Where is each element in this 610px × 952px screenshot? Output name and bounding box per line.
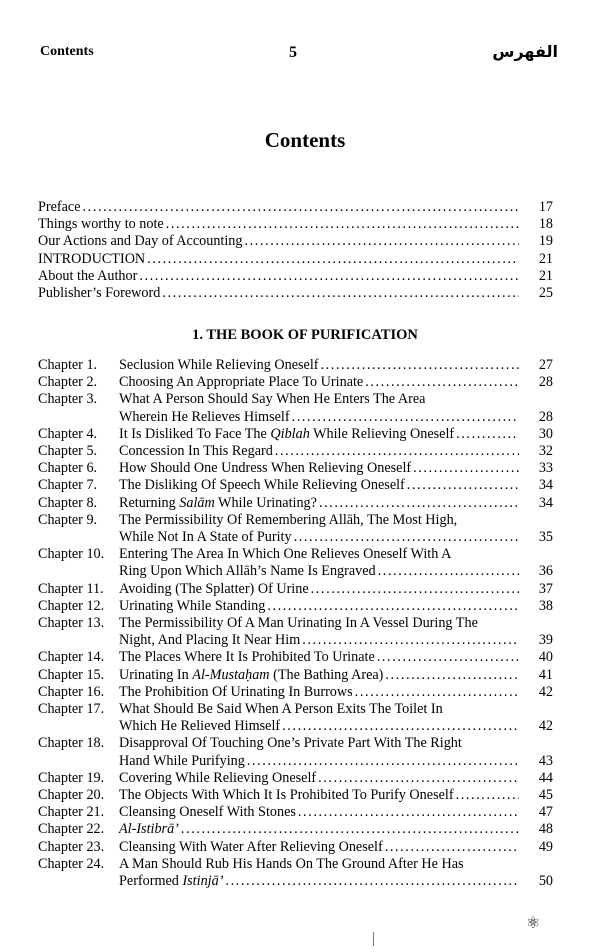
chapter-label: Chapter 9. [38, 511, 98, 528]
chapter-title-line: What Should Be Said When A Person Exits The Toilet In [119, 701, 443, 718]
chapter-entry[interactable] [38, 460, 553, 477]
dot-leader [365, 374, 519, 391]
scan-mark [373, 932, 374, 946]
dot-leader [319, 495, 519, 512]
toc-entry[interactable] [38, 268, 553, 285]
chapter-page: 34 [538, 477, 553, 494]
running-header-left: Contents [40, 44, 94, 59]
chapter-label: Chapter 16. [38, 683, 105, 700]
toc-entry-title: Our Actions and Day of Accounting [38, 233, 243, 250]
chapter-label: Chapter 13. [38, 615, 105, 632]
chapter-label: Chapter 12. [38, 597, 105, 614]
dot-leader [407, 477, 519, 494]
chapter-title-line: The Disliking Of Speech While Relieving Oneself [119, 477, 405, 494]
chapter-list [38, 357, 553, 890]
chapter-page: 47 [538, 804, 553, 821]
chapter-page: 49 [538, 838, 553, 855]
toc-entry-page: 18 [538, 216, 553, 233]
dot-leader [282, 718, 519, 735]
page-title: Contents [264, 128, 346, 152]
chapter-label: Chapter 24. [38, 855, 105, 872]
dot-leader [298, 804, 519, 821]
chapter-label: Chapter 17. [38, 701, 105, 718]
chapter-title-line: The Permissibility Of Remembering Allāh, The Most High, [119, 511, 458, 528]
chapter-title-line: The Permissibility Of A Man Urinating In A Vessel During The [119, 615, 478, 632]
toc-entry[interactable] [38, 233, 553, 250]
chapter-title-line: Entering The Area In Which One Relieves Oneself With A [119, 546, 452, 563]
chapter-entry[interactable] [38, 649, 553, 666]
chapter-entry[interactable] [38, 477, 553, 494]
toc-entry[interactable] [38, 199, 553, 216]
chapter-entry[interactable] [38, 598, 553, 615]
chapter-page: 36 [538, 563, 553, 580]
chapter-page: 37 [538, 580, 553, 597]
dot-leader [225, 873, 519, 890]
chapter-page: 50 [538, 873, 553, 890]
chapter-title-line: Disapproval Of Touching One’s Private Part With The Right [119, 735, 462, 752]
chapter-title-line: Cleansing Oneself With Stones [119, 804, 296, 821]
dot-leader [181, 821, 519, 838]
chapter-page: 32 [538, 443, 553, 460]
dot-leader [166, 216, 519, 233]
chapter-label: Chapter 4. [38, 425, 98, 442]
dot-leader [321, 357, 519, 374]
chapter-label: Chapter 8. [38, 494, 98, 511]
dot-leader [267, 598, 519, 615]
chapter-label: Chapter 19. [38, 769, 105, 786]
chapter-entry[interactable] [38, 443, 553, 460]
toc-entry-title: About the Author [38, 267, 138, 284]
chapter-title-line: Night, And Placing It Near Him [119, 632, 301, 649]
chapter-title-line: Hand While Purifying [119, 752, 245, 769]
chapter-label: Chapter 20. [38, 787, 105, 804]
page-number: 5 [289, 44, 297, 61]
chapter-page: 44 [538, 769, 553, 786]
chapter-title-line: The Objects With Which It Is Prohibited To Purify Oneself [119, 787, 454, 804]
chapter-page: 33 [538, 460, 553, 477]
chapter-title-line: Returning Salām While Urinating? [119, 494, 317, 511]
toc-entry-title: Preface [38, 199, 81, 215]
dot-leader [292, 409, 519, 426]
dot-leader [385, 839, 519, 856]
chapter-label: Chapter 5. [38, 443, 98, 460]
chapter-label: Chapter 11. [38, 580, 104, 597]
chapter-title-line: Which He Relieved Himself [119, 718, 281, 735]
toc-entry[interactable] [38, 251, 553, 268]
chapter-entry[interactable] [38, 546, 553, 580]
toc-entry-title: Publisher’s Foreword [38, 285, 161, 302]
chapter-entry[interactable] [38, 856, 553, 890]
toc-entry-page: 19 [538, 233, 553, 250]
chapter-label: Chapter 1. [38, 357, 98, 373]
toc-entry[interactable] [38, 216, 553, 233]
dot-leader [318, 770, 519, 787]
chapter-page: 35 [538, 529, 553, 546]
section-heading: 1. THE BOOK OF PURIFICATION [192, 327, 418, 343]
chapter-entry[interactable] [38, 770, 553, 787]
chapter-title-line: Choosing An Appropriate Place To Urinate [119, 374, 364, 391]
chapter-title-line: Ring Upon Which Allāh’s Name Is Engraved [119, 563, 376, 580]
dot-leader [413, 460, 519, 477]
chapter-entry[interactable] [38, 667, 553, 684]
chapter-page: 28 [538, 408, 553, 425]
chapter-label: Chapter 10. [38, 546, 105, 563]
chapter-page: 28 [538, 374, 553, 391]
chapter-title-line: Concession In This Regard [119, 443, 273, 460]
chapter-title-line: Al-Istibrā’ [119, 821, 179, 838]
chapter-entry[interactable] [38, 512, 553, 546]
toc-entry[interactable] [38, 285, 553, 302]
chapter-entry[interactable] [38, 615, 553, 649]
chapter-page: 27 [538, 357, 553, 373]
chapter-label: Chapter 23. [38, 838, 105, 855]
dot-leader [311, 581, 519, 598]
chapter-title-line: How Should One Undress When Relieving Oneself [119, 460, 412, 477]
chapter-entry[interactable] [38, 821, 553, 838]
chapter-page: 43 [538, 752, 553, 769]
chapter-title-line: Urinating While Standing [119, 597, 266, 614]
dot-leader [355, 684, 519, 701]
chapter-page: 42 [538, 718, 553, 735]
dot-leader [83, 199, 519, 216]
chapter-title-line: Urinating In Al-Mustaḥam (The Bathing Area) [119, 666, 384, 683]
chapter-entry[interactable] [38, 391, 553, 425]
chapter-entry[interactable] [38, 804, 553, 821]
dot-leader [162, 285, 519, 302]
chapter-page: 40 [538, 649, 553, 666]
chapter-title-line: It Is Disliked To Face The Qiblah While Relieving Oneself [119, 425, 455, 442]
chapter-title-line: While Not In A State of Purity [119, 529, 292, 546]
dot-leader [139, 268, 519, 285]
chapter-title-line: Covering While Relieving Oneself [119, 769, 317, 786]
toc-entry-page: 21 [538, 267, 553, 284]
chapter-label: Chapter 18. [38, 735, 105, 752]
chapter-entry[interactable] [38, 839, 553, 856]
dot-leader [275, 443, 519, 460]
chapter-page: 30 [538, 425, 553, 442]
toc-entry-page: 25 [538, 285, 553, 302]
dot-leader [245, 233, 520, 250]
dot-leader [456, 426, 519, 443]
chapter-entry[interactable] [38, 701, 553, 735]
dot-leader [378, 563, 519, 580]
chapter-label: Chapter 15. [38, 666, 105, 683]
chapter-label: Chapter 6. [38, 460, 98, 477]
chapter-title-line: The Places Where It Is Prohibited To Urinate [119, 649, 375, 666]
chapter-page: 45 [538, 787, 553, 804]
chapter-label: Chapter 7. [38, 477, 98, 494]
chapter-page: 48 [538, 821, 553, 838]
chapter-title-line: A Man Should Rub His Hands On The Ground After He Has [119, 855, 464, 872]
chapter-entry[interactable] [38, 374, 553, 391]
chapter-label: Chapter 21. [38, 804, 105, 821]
dot-leader [247, 753, 519, 770]
toc-entry-title: INTRODUCTION [38, 250, 146, 267]
chapter-title-line: The Prohibition Of Urinating In Burrows [119, 683, 353, 700]
chapter-label: Chapter 2. [38, 374, 98, 391]
dot-leader [302, 632, 519, 649]
chapter-label: Chapter 3. [38, 391, 98, 408]
dot-leader [385, 667, 519, 684]
toc-entry-title: Things worthy to note [38, 216, 164, 233]
chapter-entry[interactable] [38, 495, 553, 512]
dot-leader [294, 529, 519, 546]
running-header-arabic: الفهرس [492, 42, 558, 61]
chapter-page: 42 [538, 683, 553, 700]
dot-leader [456, 787, 519, 804]
chapter-title-line: Performed Istinjā’ [119, 873, 224, 890]
toc-entry-page: 17 [538, 199, 553, 215]
chapter-title-line: Avoiding (The Splatter) Of Urine [119, 580, 309, 597]
chapter-page: 39 [538, 632, 553, 649]
toc-entry-page: 21 [538, 250, 553, 267]
chapter-page: 38 [538, 597, 553, 614]
chapter-label: Chapter 14. [38, 649, 105, 666]
chapter-entry[interactable] [38, 581, 553, 598]
front-matter-list [38, 199, 553, 302]
chapter-entry[interactable] [38, 357, 553, 374]
chapter-page: 41 [538, 666, 553, 683]
dot-leader [377, 649, 519, 666]
chapter-title-line: Cleansing With Water After Relieving Oneself [119, 838, 383, 855]
chapter-entry[interactable] [38, 426, 553, 443]
ornament-icon: ⚛ [526, 915, 541, 932]
chapter-page: 34 [538, 494, 553, 511]
chapter-entry[interactable] [38, 684, 553, 701]
chapter-title-line: Wherein He Relieves Himself [119, 408, 290, 425]
chapter-label: Chapter 22. [38, 821, 105, 838]
chapter-title-line: Seclusion While Relieving Oneself [119, 357, 319, 373]
chapter-entry[interactable] [38, 735, 553, 769]
chapter-title-line: What A Person Should Say When He Enters The Area [119, 391, 426, 408]
dot-leader [147, 251, 519, 268]
chapter-entry[interactable] [38, 787, 553, 804]
